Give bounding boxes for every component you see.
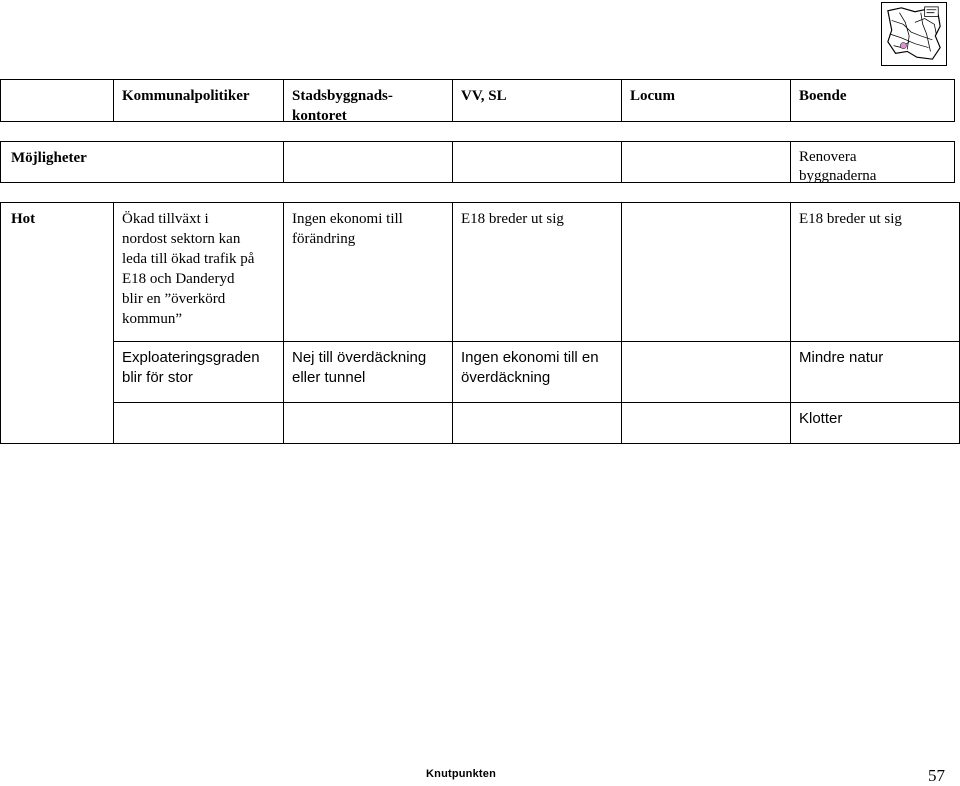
hot-row1-col1 xyxy=(113,202,284,342)
hot-row3-col4 xyxy=(621,402,791,444)
row-label: Möjligheter xyxy=(11,150,87,166)
footer-title: Knutpunkten xyxy=(426,768,497,780)
header-label: Locum xyxy=(630,88,675,104)
mojligheter-col2 xyxy=(283,141,453,183)
mojligheter-col3 xyxy=(452,141,622,183)
header-boende xyxy=(790,79,955,122)
hot-row1-col4 xyxy=(621,202,791,342)
mojligheter-label-cell xyxy=(0,141,284,183)
hot-row3-col2 xyxy=(283,402,453,444)
header-vv-sl xyxy=(452,79,622,122)
hot-row2-col4 xyxy=(621,341,791,403)
hot-label-cell xyxy=(0,202,114,444)
row-label: Hot xyxy=(11,211,36,227)
header-label: Kommunalpolitiker xyxy=(122,88,250,104)
cell-text: E18 breder ut sig xyxy=(461,211,564,227)
cell-text: Ingen ekonomi till en överdäckning xyxy=(461,349,599,386)
map-thumbnail xyxy=(881,2,947,66)
hot-row2-col2 xyxy=(283,341,453,403)
header-label: VV, SL xyxy=(461,88,507,104)
cell-text: Nej till överdäckning eller tunnel xyxy=(292,349,427,386)
hot-row1-col2 xyxy=(283,202,453,342)
header-stadsbyggnadskontoret xyxy=(283,79,453,122)
header-label: Boende xyxy=(799,88,847,104)
hot-row2-col5 xyxy=(790,341,960,403)
hot-row3-col3 xyxy=(452,402,622,444)
cell-text: Ingen ekonomi till förändring xyxy=(292,211,403,247)
mojligheter-col4 xyxy=(621,141,791,183)
cell-text: Ökad tillväxt i nordost sektorn kan leda till ökad trafik på E18 och Danderyd blir en ”överkörd kommun” xyxy=(122,211,255,327)
mojligheter-col5 xyxy=(790,141,955,183)
header-kommunalpolitiker xyxy=(113,79,284,122)
cell-text: Mindre natur xyxy=(799,349,884,366)
header-locum xyxy=(621,79,791,122)
page-number: 57 xyxy=(928,766,945,785)
location-marker-icon xyxy=(900,43,906,49)
hot-row3-col1 xyxy=(113,402,284,444)
hot-row2-col3 xyxy=(452,341,622,403)
header-empty-cell xyxy=(0,79,114,122)
hot-row3-col5 xyxy=(790,402,960,444)
cell-text: E18 breder ut sig xyxy=(799,211,902,227)
cell-text: Renovera byggnaderna xyxy=(799,149,877,184)
hot-row1-col3 xyxy=(452,202,622,342)
hot-row1-col5 xyxy=(790,202,960,342)
cell-text: Klotter xyxy=(799,410,843,427)
header-label: Stadsbyggnads- kontoret xyxy=(292,88,393,124)
map-icon xyxy=(882,3,946,65)
cell-text: Exploateringsgraden blir för stor xyxy=(122,349,260,386)
hot-row2-col1 xyxy=(113,341,284,403)
